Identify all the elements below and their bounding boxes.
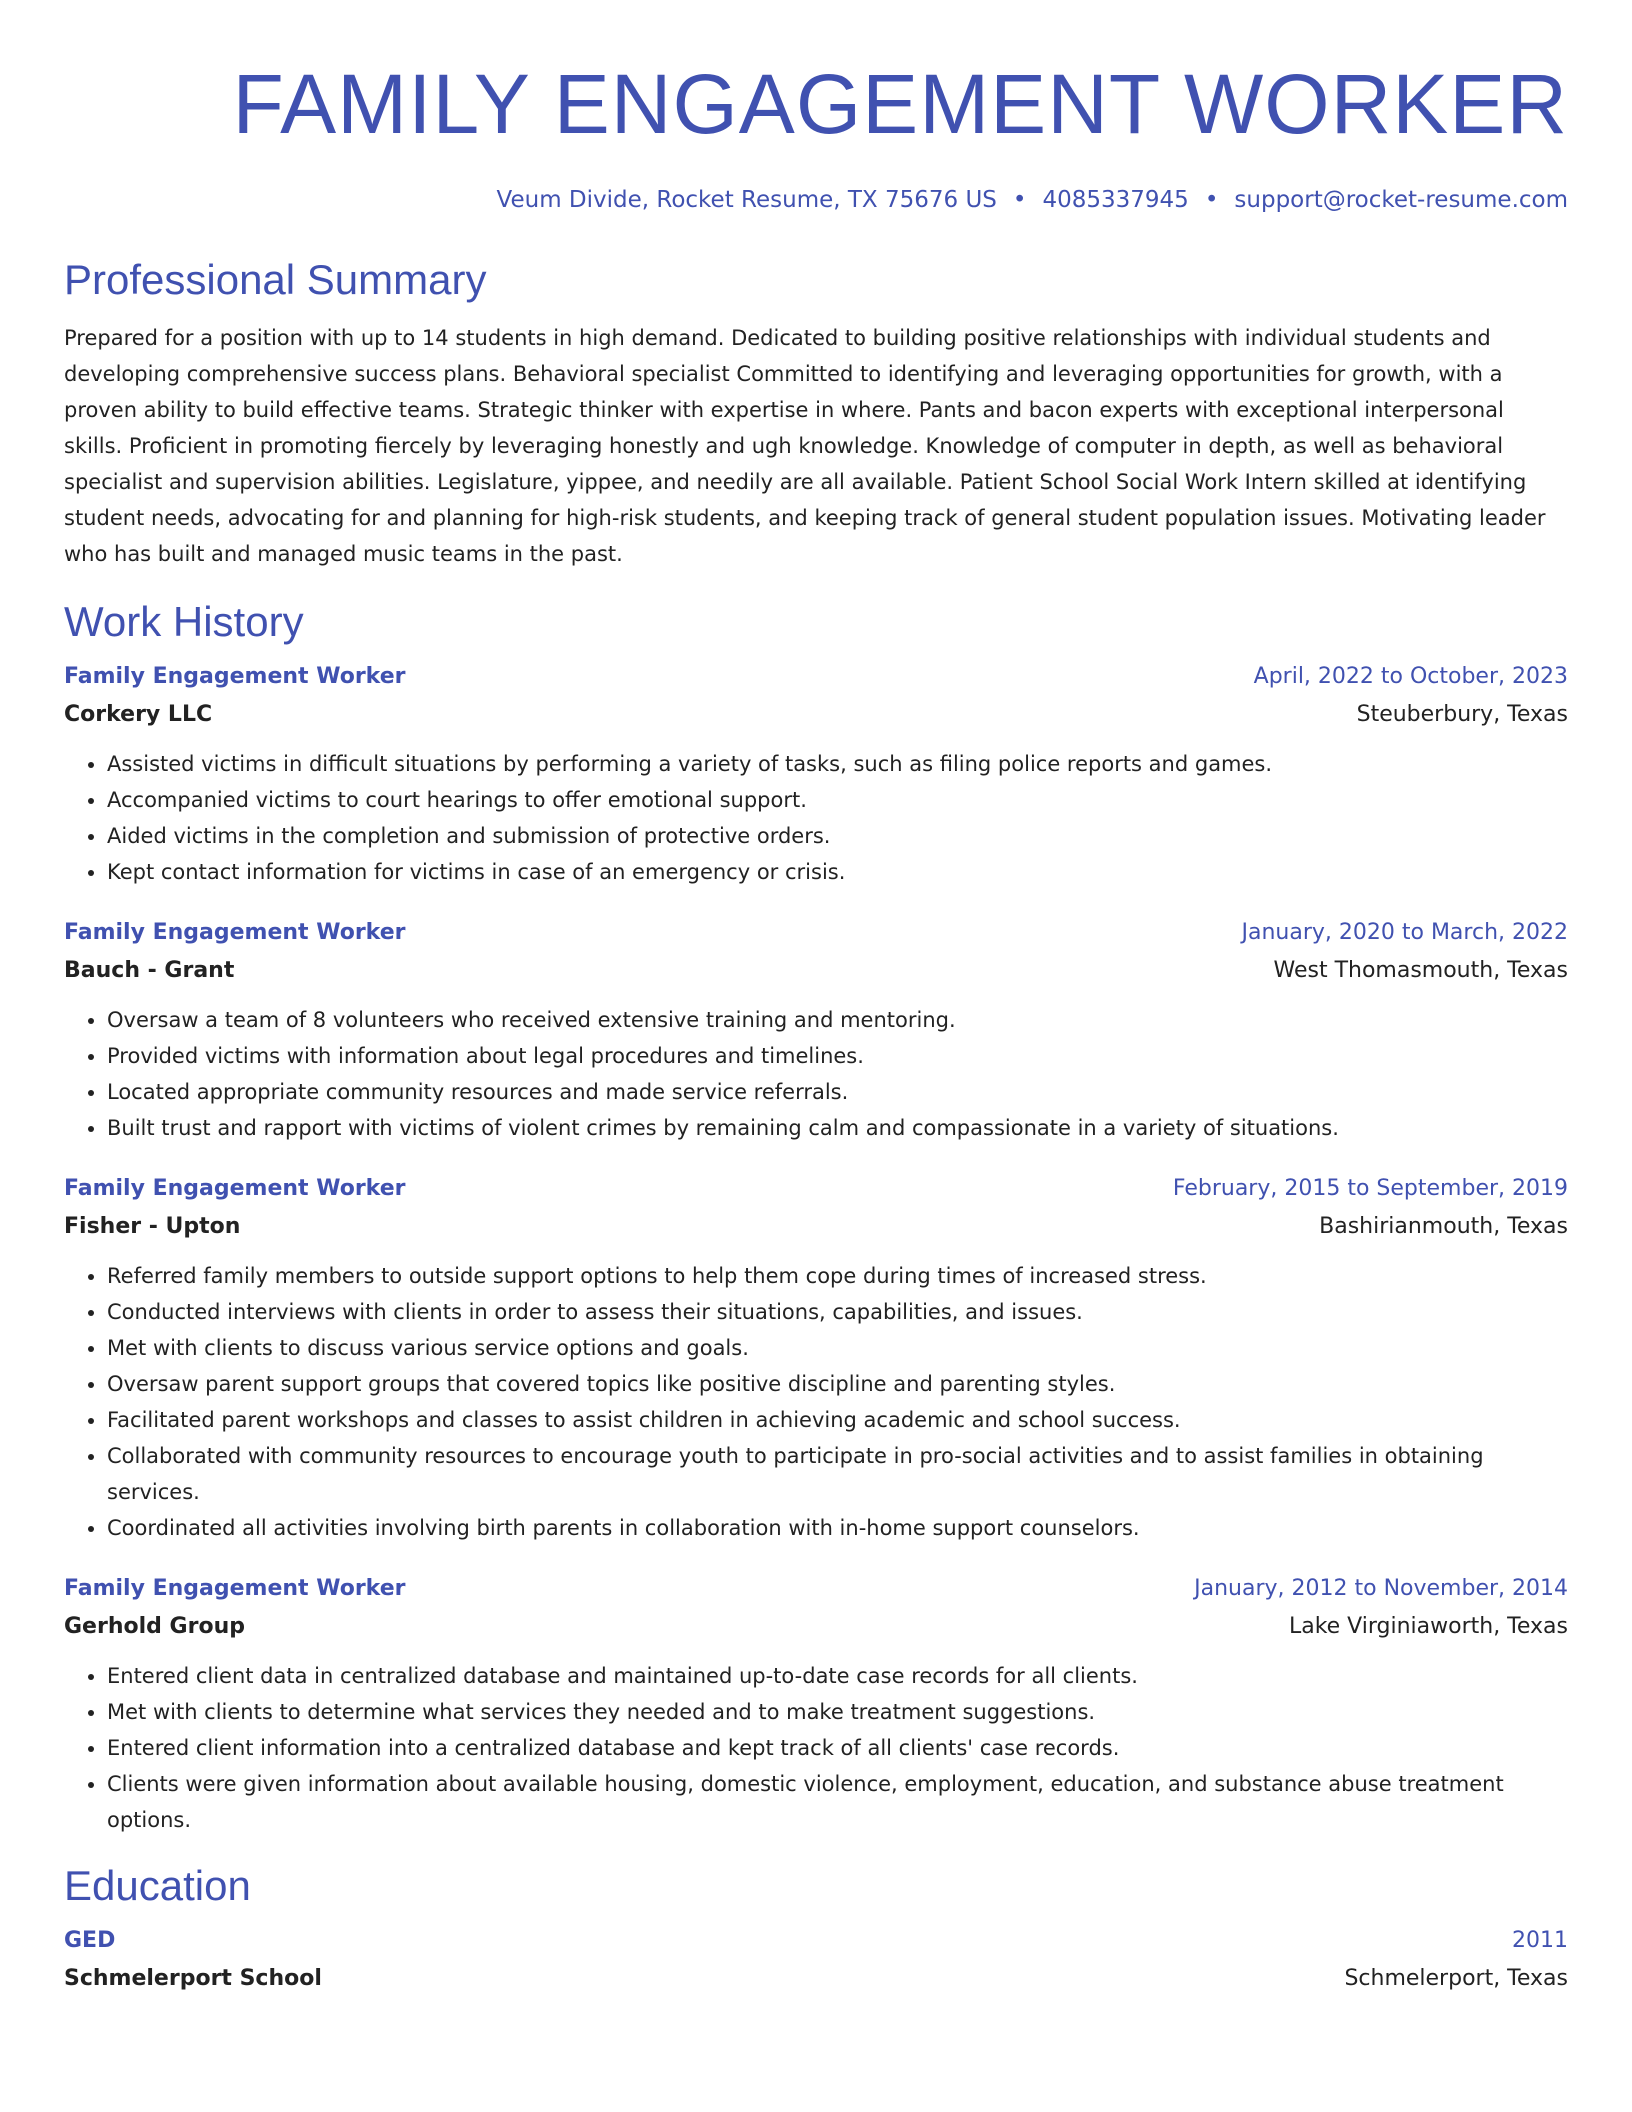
job-entry [64,658,1568,890]
job-dates: January, 2020 to March, 2022 [1241,920,1568,945]
job-company: Gerhold Group [64,1614,245,1639]
job-location: West Thomasmouth, Texas [1273,958,1568,983]
work-history-section [64,596,1568,1838]
job-entry [64,914,1568,1146]
job-bullets [64,1002,1568,1146]
education-degree: GED [64,1928,116,1953]
job-bullet: • Met with clients to determine what services they needed and to make treatment suggestions. [107,1694,1568,1730]
job-bullet: • Facilitated parent workshops and classes to assist children in achieving academic and school success. [107,1402,1568,1438]
job-role: Family Engagement Worker [64,1176,406,1201]
job-dates: April, 2022 to October, 2023 [1253,664,1568,689]
job-company: Corkery LLC [64,702,213,727]
job-company: Fisher - Upton [64,1214,241,1239]
job-role: Family Engagement Worker [64,1576,406,1601]
summary-heading: Professional Summary [64,256,487,303]
job-dates: February, 2015 to September, 2019 [1172,1176,1568,1201]
job-location: Lake Virginiaworth, Texas [1288,1614,1568,1639]
job-bullet: • Located appropriate community resources and made service referrals. [107,1074,1568,1110]
job-bullet: • Aided victims in the completion and submission of protective orders. [107,818,1568,854]
job-bullet: • Oversaw a team of 8 volunteers who received extensive training and mentoring. [107,1002,1568,1038]
job-bullet: • Provided victims with information about legal procedures and timelines. [107,1038,1568,1074]
job-location: Bashirianmouth, Texas [1319,1214,1568,1239]
job-role: Family Engagement Worker [64,920,406,945]
education-section [64,1860,1568,1998]
job-dates: January, 2012 to November, 2014 [1194,1576,1568,1601]
job-bullets [64,1258,1568,1546]
education-entry [64,1922,1568,1998]
contact-line [64,184,1568,216]
education-school: Schmelerport School [64,1966,322,1991]
job-bullet: • Built trust and rapport with victims of violent crimes by remaining calm and compassionate in a variety of situations. [107,1110,1568,1146]
education-year: 2011 [1512,1928,1568,1953]
candidate-title: FAMILY ENGAGEMENT WORKER [232,57,1568,151]
job-entry [64,1170,1568,1546]
job-bullet: • Coordinated all activities involving birth parents in collaboration with in-home support counselors. [107,1510,1568,1546]
summary-section [64,254,1568,572]
job-bullet: • Oversaw parent support groups that covered topics like positive discipline and parenting styles. [107,1366,1568,1402]
job-bullet: • Assisted victims in difficult situations by performing a variety of tasks, such as filing police reports and games. [107,746,1568,782]
job-entry [64,1570,1568,1838]
contact-phone: 4085337945 [1042,187,1189,213]
job-bullet: • Met with clients to discuss various service options and goals. [107,1330,1568,1366]
work-history-heading: Work History [64,598,304,645]
contact-address: Veum Divide, Rocket Resume, TX 75676 US [496,187,997,213]
job-bullet: • Clients were given information about available housing, domestic violence, employment, education, and substance abuse treatment options. [107,1766,1568,1838]
job-bullets [64,746,1568,890]
contact-email: support@rocket-resume.com [1234,187,1568,213]
job-company: Bauch - Grant [64,958,235,983]
job-bullet: • Referred family members to outside support options to help them cope during times of increased stress. [107,1258,1568,1294]
job-role: Family Engagement Worker [64,664,406,689]
education-location: Schmelerport, Texas [1344,1966,1568,1991]
job-bullet: • Collaborated with community resources to encourage youth to participate in pro-social activities and to assist families in obtaining services. [107,1438,1568,1510]
education-heading: Education [64,1862,251,1909]
job-bullet: • Kept contact information for victims in case of an emergency or crisis. [107,854,1568,890]
resume-header [64,0,1568,216]
job-bullet: • Conducted interviews with clients in order to assess their situations, capabilities, and issues. [107,1294,1568,1330]
contact-separator: • [1204,187,1219,213]
contact-separator: • [1012,187,1027,213]
job-bullet: • Entered client information into a centralized database and kept track of all clients' case records. [107,1730,1568,1766]
summary-text: Prepared for a position with up to 14 students in high demand. Dedicated to building positive relationships with individual students and developing comprehensive success plans. Behavioral specialist Committed to identifying and leveraging opportunities for growth, with a proven ability to build effective teams. Strategic thinker with expertise in where. Pants and bacon experts with exceptional interpersonal skills. Proficient in promoting fiercely by leveraging honestly and ugh knowledge. Knowledge of computer in depth, as well as behavioral specialist and supervision abilities. Legislature, yippee, and needily are all available. Patient School Social Work Intern skilled at identifying student needs, advocating for and planning for high-risk students, and keeping track of general student population issues. Motivating leader who has built and managed music teams in the past. [64,326,1546,566]
job-bullets [64,1658,1568,1838]
job-bullet: • Entered client data in centralized database and maintained up-to-date case records for all clients. [107,1658,1568,1694]
job-bullet: • Accompanied victims to court hearings to offer emotional support. [107,782,1568,818]
job-location: Steuberbury, Texas [1356,702,1568,727]
